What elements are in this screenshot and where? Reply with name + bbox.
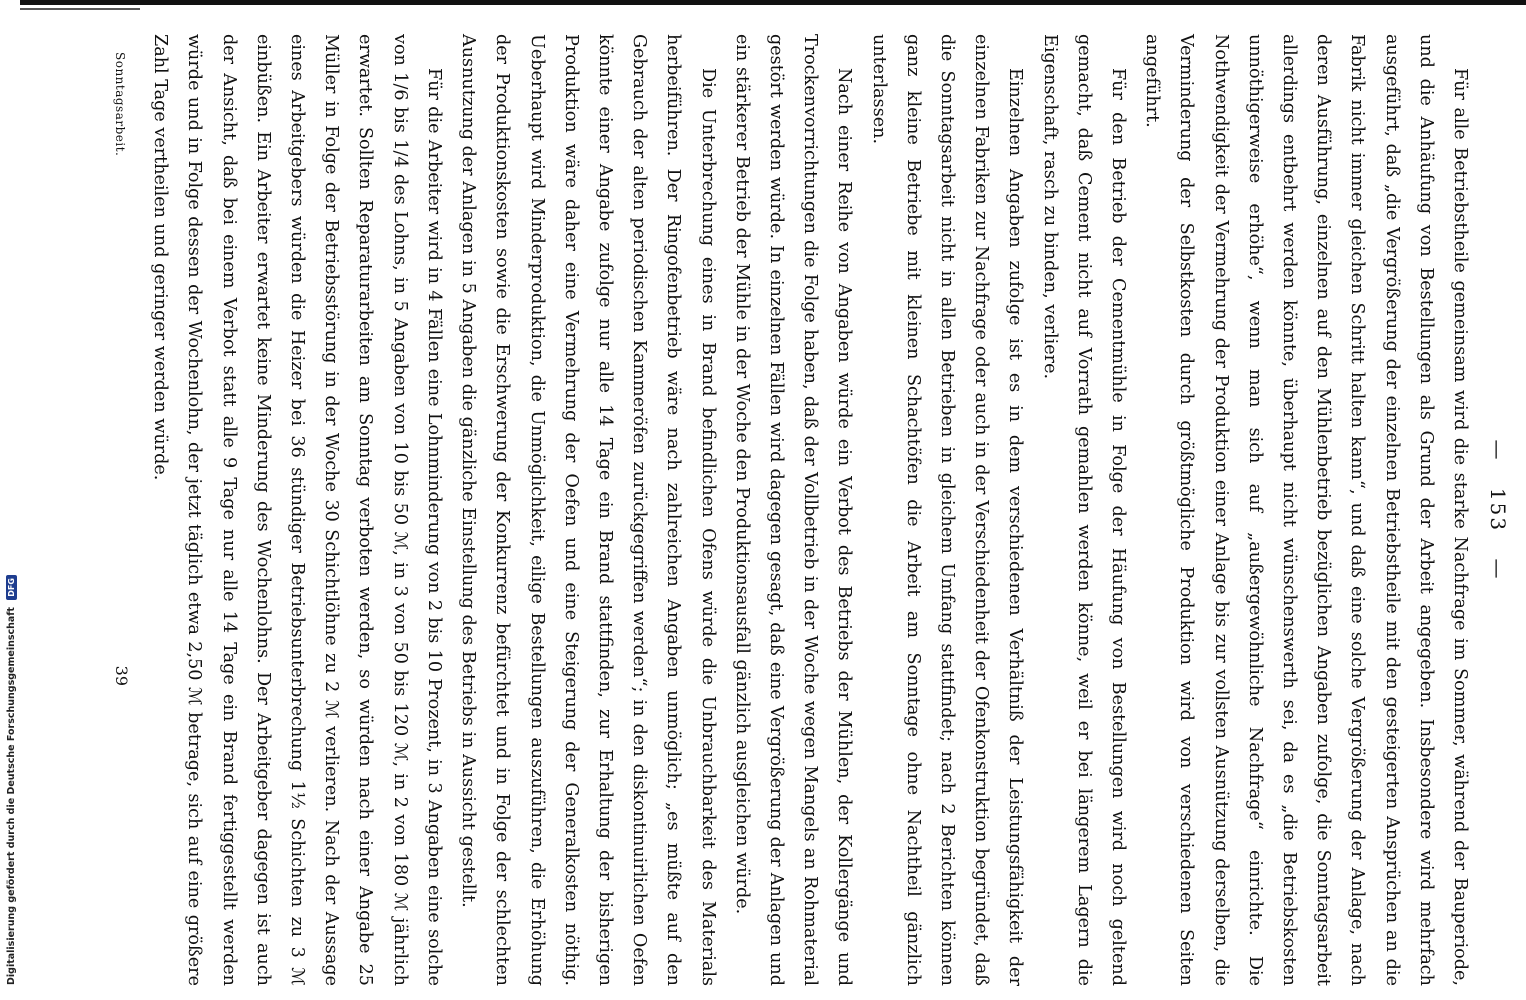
paragraph-2: Für den Betrieb der Cementmühle in Folge der Häufung von Bestellungen wird noch geltend gemacht, daß Cement nicht auf Vorrath gemahlen werden könne, weil er bei längerem Lagern die Eigenschaft, rasch zu binden, verliere. [1039,34,1128,986]
page-number: 153 [1486,487,1510,533]
page-body [143,34,1477,986]
header-dash-left: — [1486,439,1510,462]
paragraph-3: Einzelnen Angaben zufolge ist es in dem verschiedenen Verhältniß der Leistungsfähigkeit der einzelnen Fabriken zur Nachfrage oder auch in der Verschiedenheit der Ofenkonstruktion begründet, daß die Sonntagsarbeit nicht in allen Betrieben in gleichem Umfang stattfindet; nach 2 Berichten können ganz kleine Betriebe mit kleinen Schachtöfen die Arbeit am Sonntage ohne Nachtheil gänzlich unterlassen. [868,34,1026,986]
page-header [1481,34,1515,986]
paragraph-1: Für alle Betriebstheile gemeinsam wird die starke Nachfrage im Sommer, während der Bauperiode, und die Anhäufung von Bestellungen als Grund der Arbeit angegeben. Insbesondere wird mehrfach ausgeführt, daß „die Vergrößerung der einzelnen Betriebstheile mit den gesteigerten Ansprüchen an die Fabrik nicht immer gleichen Schritt halten kann“, und daß eine solche Vergrößerung der Anlage, nach deren Ausführung, einzelnen auf den Mühlenbetrieb bezüglichen Angaben zufolge, die Sonntagsarbeit allerdings entbehrt werden könnte, überhaupt nicht wünschenswerth sei, da es „die Betriebskosten unnöthigerweise erhöhe“, wenn man sich auf „außergewöhnliche Nachfrage“ einrichte. Die Nothwendigkeit der Vermehrung der Produktion einer Anlage bis zur vollsten Ausnützung derselben, die Verminderung der Selbstkosten durch größtmögliche Produktion wird von verschiedenen Seiten angeführt. [1142,34,1470,986]
credit-text: Digitalisierung gefördert durch die Deutsche Forschungsgemeinschaft [6,607,17,985]
dfg-logo: DFG [6,575,17,600]
signature-mark: Sonntagsarbeit. [113,52,128,157]
top-scan-mark [20,8,140,10]
digitization-credit [6,575,17,985]
paragraph-5: Die Unterbrechung eines in Brand befindlichen Ofens würde die Unbrauchbarkeit des Materials herbeiführen. Der Ringofenbetrieb wäre nach zahlreichen Angaben unmöglich; „es müßte auf den Gebrauch der alten periodischen Kammeröfen zurückgegriffen werden“; in den diskontinuirlichen Oefen könnte einer Angabe zufolge nur alle 14 Tage ein Brand stattfinden, zur Erhaltung der bisherigen Produktion wäre daher eine Vermehrung der Oefen und eine Steigerung der Generalkosten nöthig. Ueberhaupt wird Minderproduktion, die Unmöglichkeit, eilige Bestellungen auszuführen, die Erhöhung der Produktionskosten sowie die Erschwerung der Konkurrenz befürchtet und in Folge der schlechten Ausnutzung der Anlagen in 5 Angaben die gänzliche Einstellung des Betriebs in Aussicht gestellt. [458,34,718,986]
paragraph-6: Für die Arbeiter wird in 4 Fällen eine Lohnminderung von 2 bis 10 Prozent, in 3 Angaben eine solche von 1/6 bis 1/4 des Lohns, in 5 Angaben von 10 bis 50 ℳ, in 3 von 50 bis 120 ℳ, in 2 von 180 ℳ jährlich erwartet. Sollten Reparaturarbeiten am Sonntag verboten werden, so würden nach einer Angabe 25 Müller in Folge der Betriebsstörung in der Woche 30 Schichtlöhne zu 2 ℳ verlieren. Nach der Aussage eines Arbeitgebers würden die Heizer bei 36 stündiger Betriebsunterbrechung 1½ Schichten zu 3 ℳ einbüßen. Ein Arbeiter erwartet keine Minderung des Wochenlohns. Der Arbeitgeber dagegen ist auch der Ansicht, daß bei einem Verbot statt alle 9 Tage nur alle 14 Tage ein Brand fertiggestellt werden würde und in Folge dessen der Wochenlohn, der jetzt täglich etwa 2,50 ℳ betrage, sich auf eine größere Zahl Tage vertheilen und geringer werden würde. [150,34,444,986]
page-footer [97,34,137,986]
paragraph-4: Nach einer Reihe von Angaben würde ein Verbot des Betriebs der Mühlen, der Kollergänge und Trockenvorrichtungen die Folge haben, daß der Vollbetrieb in der Woche wegen Mangels an Rohmaterial gestört werden würde. In einzelnen Fällen wird dagegen gesagt, daß eine Vergrößerung der Anlagen und ein stärkerer Betrieb der Mühle in der Woche den Produktionsausfall gänzlich ausgleichen würde. [731,34,855,986]
top-scan-border [20,0,1526,5]
sheet-number: 39 [112,665,132,686]
header-dash-right: — [1486,558,1510,581]
document-page [112,20,1515,1000]
